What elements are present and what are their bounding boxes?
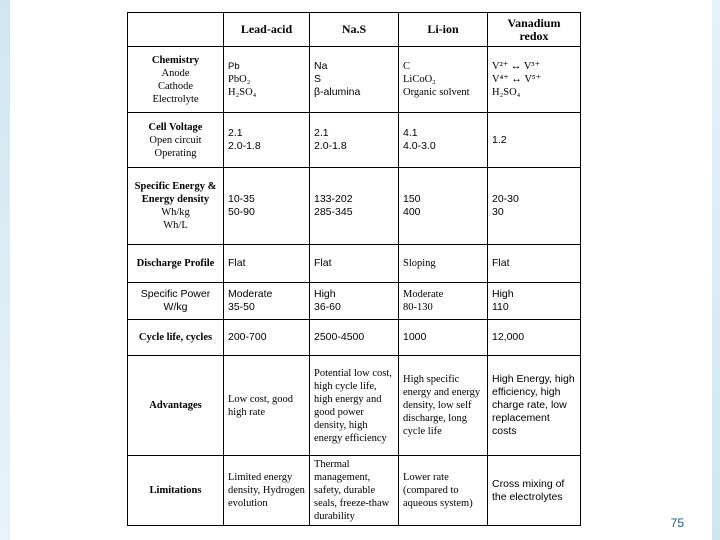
cell-chemistry-lead-acid: Pb PbO₂ H₂SO₄ (224, 47, 310, 113)
header-lead-acid: Lead-acid (224, 13, 310, 47)
cell-cycle-lead-acid: 200-700 (224, 320, 310, 356)
header-li-ion: Li-ion (399, 13, 488, 47)
cell-discharge-vanadium: Flat (488, 245, 581, 283)
cell-discharge-li-ion: Sloping (399, 245, 488, 283)
cell-power-lead-acid: Moderate 35-50 (224, 283, 310, 320)
header-empty-cell (128, 13, 224, 47)
cell-energy-li-ion: 150 400 (399, 168, 488, 245)
cell-discharge-nas: Flat (310, 245, 399, 283)
cell-energy-nas: 133-202 285-345 (310, 168, 399, 245)
cell-cycle-vanadium: 12,000 (488, 320, 581, 356)
cell-voltage-vanadium: 1.2 (488, 113, 581, 168)
right-decor-bar (712, 0, 720, 540)
cell-voltage-nas: 2.1 2.0-1.8 (310, 113, 399, 168)
cell-limitations-li-ion: Lower rate (compared to aqueous system) (399, 456, 488, 526)
page-number: 75 (670, 516, 684, 530)
cell-cycle-nas: 2500-4500 (310, 320, 399, 356)
cell-power-li-ion: Moderate 80-130 (399, 283, 488, 320)
row-label-cycle: Cycle life, cycles (128, 320, 224, 356)
row-label-limitations: Limitations (128, 456, 224, 526)
left-decor-bar (0, 0, 10, 540)
row-voltage (128, 113, 581, 168)
cell-chemistry-nas: Na S β-alumina (310, 47, 399, 113)
cell-voltage-lead-acid: 2.1 2.0-1.8 (224, 113, 310, 168)
cell-voltage-li-ion: 4.1 4.0-3.0 (399, 113, 488, 168)
cell-limitations-lead-acid: Limited energy density, Hydrogen evolution (224, 456, 310, 526)
cell-discharge-lead-acid: Flat (224, 245, 310, 283)
row-label-voltage: Cell Voltage Open circuit Operating (128, 113, 224, 168)
row-cycle (128, 320, 581, 356)
row-label-power: Specific Power W/kg (128, 283, 224, 320)
cell-power-vanadium: High 110 (488, 283, 581, 320)
cell-energy-vanadium: 20-30 30 (488, 168, 581, 245)
row-advantages (128, 356, 581, 456)
row-label-discharge: Discharge Profile (128, 245, 224, 283)
cell-chemistry-li-ion: C LiCoO₂ Organic solvent (399, 47, 488, 113)
row-discharge (128, 245, 581, 283)
cell-advantages-lead-acid: Low cost, good high rate (224, 356, 310, 456)
header-nas: Na.S (310, 13, 399, 47)
row-chemistry (128, 47, 581, 113)
cell-energy-lead-acid: 10-35 50-90 (224, 168, 310, 245)
table-header-row (128, 13, 581, 47)
cell-advantages-vanadium: High Energy, high efficiency, high charge rate, low replacement costs (488, 356, 581, 456)
cell-limitations-nas: Thermal management, safety, durable seals, freeze-thaw durability (310, 456, 399, 526)
row-energy (128, 168, 581, 245)
cell-advantages-nas: Potential low cost, high cycle life, high energy and good power density, high energy efficiency (310, 356, 399, 456)
row-limitations (128, 456, 581, 526)
cell-advantages-li-ion: High specific energy and energy density, low self discharge, long cycle life (399, 356, 488, 456)
header-vanadium: Vanadium redox (488, 13, 581, 47)
row-label-advantages: Advantages (128, 356, 224, 456)
row-label-energy: Specific Energy & Energy density Wh/kg Wh/L (128, 168, 224, 245)
battery-comparison-table (127, 12, 581, 526)
row-power (128, 283, 581, 320)
cell-cycle-li-ion: 1000 (399, 320, 488, 356)
cell-chemistry-vanadium: V²⁺ ↔ V³⁺ V⁴⁺ ↔ V⁵⁺ H₂SO₄ (488, 47, 581, 113)
cell-limitations-vanadium: Cross mixing of the electrolytes (488, 456, 581, 526)
row-label-chemistry: Chemistry Anode Cathode Electrolyte (128, 47, 224, 113)
cell-power-nas: High 36-60 (310, 283, 399, 320)
